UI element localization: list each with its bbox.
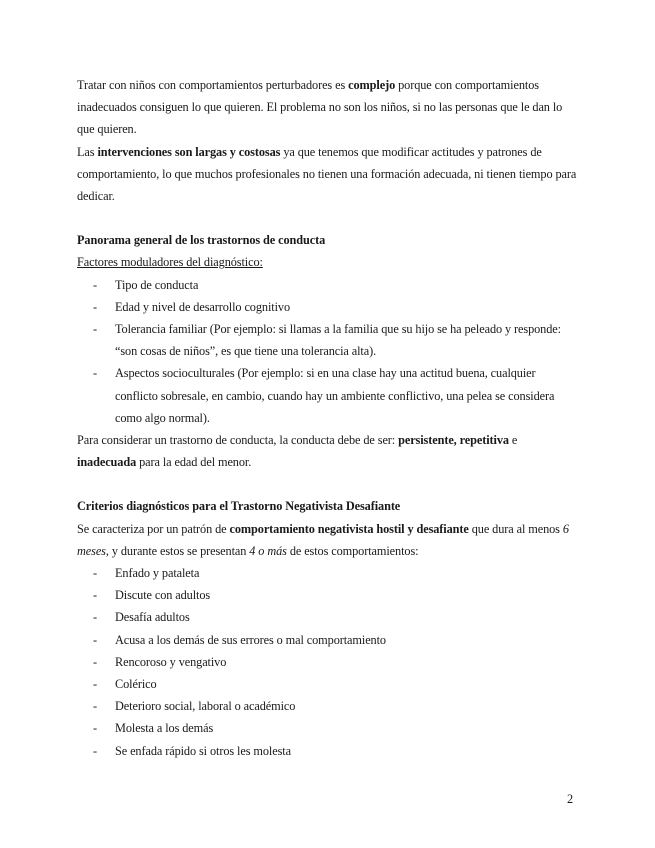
conduct-criteria-paragraph xyxy=(77,429,577,473)
bold-run: inadecuada xyxy=(77,455,137,470)
text-run: para la edad del menor. xyxy=(136,455,252,470)
list-item: - Edad y nivel de desarrollo cognitivo xyxy=(77,296,577,318)
list-item: - Aspectos socioculturales (Por ejemplo: si en una clase hay una actitud buena, cualquier conflicto sobresale, en cambio, cuando hay un ambiente conflictivo, una pelea se considera como algo normal). xyxy=(77,362,577,429)
list-item: - Se enfada rápido si otros les molesta xyxy=(77,740,577,762)
text-run: Se caracteriza por un patrón de xyxy=(77,521,230,536)
intro-paragraph-2 xyxy=(77,141,577,208)
list-item: - Desafía adultos xyxy=(77,606,577,628)
text-run: e xyxy=(508,433,518,448)
bold-run: persistente, repetitiva xyxy=(398,433,509,448)
bold-run: comportamiento negativista hostil y desafiante xyxy=(229,521,469,536)
factors-list xyxy=(77,274,577,429)
document-body xyxy=(77,74,577,762)
list-item: - Acusa a los demás de sus errores o mal comportamiento xyxy=(77,629,577,651)
spacer xyxy=(77,207,577,229)
spacer xyxy=(77,473,577,495)
section-heading-conduct-disorders: Panorama general de los trastornos de conducta xyxy=(77,233,326,248)
text-run: Tratar con niños con comportamientos perturbadores es xyxy=(77,78,349,92)
text-run: porque con comportamientos inadecuados consiguen lo que quieren. El problema no son los niños, si no las personas que le dan lo que quieren. xyxy=(77,78,563,137)
list-item: - Tipo de conducta xyxy=(77,274,577,296)
intro-paragraph-1 xyxy=(77,74,577,141)
page-number: 2 xyxy=(567,792,574,806)
italic-run: 4 o más xyxy=(249,543,287,558)
bold-run: complejo xyxy=(348,78,396,92)
text-run: ya que tenemos que modificar actitudes y patrones de comportamiento, lo que muchos profesionales no tienen una formación adecuada, ni tienen tiempo para dedicar. xyxy=(77,144,577,204)
text-run: que dura al menos xyxy=(468,521,563,536)
section-subheading-factors: Factores moduladores del diagnóstico: xyxy=(77,255,263,270)
text-run: , y durante estos se presentan xyxy=(105,543,250,558)
list-item: - Enfado y pataleta xyxy=(77,562,577,584)
list-item: - Discute con adultos xyxy=(77,584,577,606)
text-run: Las xyxy=(77,144,98,159)
text-run: Para considerar un trastorno de conducta, la conducta debe de ser: xyxy=(77,433,399,448)
odd-behaviors-list xyxy=(77,562,577,762)
italic-run: 6 meses xyxy=(77,521,569,558)
odd-intro-paragraph xyxy=(77,518,577,562)
section-heading-odd-criteria: Criterios diagnósticos para el Trastorno Negativista Desafiante xyxy=(77,499,401,514)
list-item: - Molesta a los demás xyxy=(77,717,577,739)
bold-run: intervenciones son largas y costosas xyxy=(97,144,281,159)
list-item: - Deterioro social, laboral o académico xyxy=(77,695,577,717)
list-item: - Colérico xyxy=(77,673,577,695)
list-item: - Rencoroso y vengativo xyxy=(77,651,577,673)
list-item: - Tolerancia familiar (Por ejemplo: si llamas a la familia que su hijo se ha peleado y responde: “son cosas de niños”, es que tiene una tolerancia alta). xyxy=(77,318,577,362)
text-run: de estos comportamientos: xyxy=(286,543,419,558)
